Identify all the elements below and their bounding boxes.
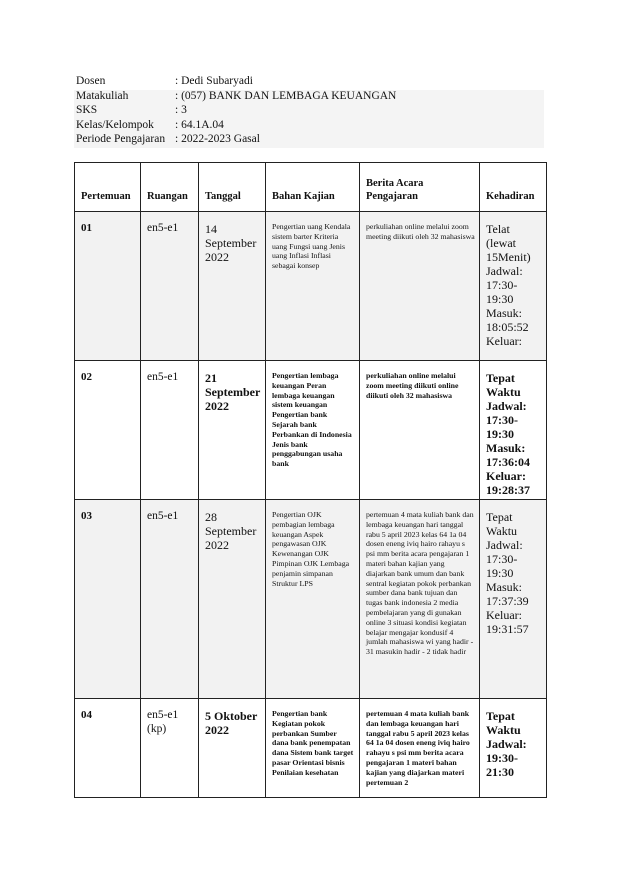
berita-text: pertemuan 4 mata kuliah bank dan lembaga keuangan hari tanggal rabu 5 april 2023 kelas 64 1a 04 dosen eneng iviq hairo rahayu s psi mm berita acara pengajaran 1 materi bahan kajian yang diajarkan materi pertemuan 2 [366, 709, 470, 787]
cell-pertemuan: 04 [75, 699, 141, 798]
tanggal-text: 5 Oktober 2022 [205, 709, 258, 737]
dosen-label: Dosen [76, 75, 106, 87]
cell-kehadiran [480, 699, 547, 798]
cell-ruangan [141, 361, 199, 500]
matakuliah-row [76, 89, 396, 104]
bahan-text: Pengertian OJK pembagian lembaga keuangan Aspek pengawasan OJK Kewenangan OJK Pimpinan OJK Lembaga penjamin simpanan Struktur LPS [272, 510, 350, 588]
cell-pertemuan: 02 [75, 361, 141, 500]
course-info [76, 74, 396, 147]
tanggal-text: 21 September 2022 [205, 371, 261, 413]
ruangan-text: en5-e1 [147, 371, 179, 383]
periode-row [76, 132, 396, 147]
ruangan-text: en5-e1 [147, 510, 179, 522]
cell-kehadiran [480, 361, 547, 500]
table-row [75, 500, 547, 699]
dosen-value: : Dedi Subaryadi [175, 75, 253, 87]
bahan-text: Pengertian uang Kendala sistem barter Kriteria uang Fungsi uang Jenis uang Inflasi Inflasi sebagai konsep [272, 222, 351, 271]
cell-bahan [266, 500, 360, 699]
cell-tanggal [199, 212, 266, 361]
tanggal-text: 28 September 2022 [205, 510, 257, 552]
col-header-pertemuan: Pertemuan [75, 163, 141, 212]
cell-ruangan [141, 699, 199, 798]
cell-berita [360, 361, 480, 500]
cell-bahan [266, 699, 360, 798]
col-header-berita: Berita Acara Pengajaran [360, 163, 480, 212]
cell-tanggal [199, 500, 266, 699]
sks-label: SKS [76, 104, 98, 117]
tanggal-text: 14 September 2022 [205, 222, 257, 264]
table-row [75, 699, 547, 798]
matakuliah-value: : (057) BANK DAN LEMBAGA KEUANGAN [175, 89, 397, 102]
kelas-label: Kelas/Kelompok [76, 118, 154, 131]
bahan-text: Pengertian bank Kegiatan pokok perbankan Sumber dana bank penempatan dana Sistem bank target pasar Orientasi bisnis Penilaian kesehatan [272, 709, 354, 777]
kelas-value: : 64.1A.04 [175, 118, 224, 131]
berita-text: pertemuan 4 mata kuliah bank dan lembaga keuangan hari tanggal rabu 5 april 2023 kelas 64 1a 04 dosen eneng iviq hairo rahayu s psi mm berita acara pengajaran 1 materi bahan kajian yang diajarkan bank umum dan bank sentral kegiatan pokok perbankan sumber dana bank tujuan dan tugas bank indonesia 2 media pembelajaran yang di gunakan online 3 situasi kondisi kegiatan belajar mengajar kondusif 4 jumlah mahasiswa wi yang hadir - 31 masukin hadir - 2 tidak hadir [366, 510, 474, 657]
cell-berita [360, 212, 480, 361]
periode-value: : 2022-2023 Gasal [175, 133, 260, 146]
dosen-row [76, 74, 396, 89]
sks-row [76, 103, 396, 118]
bahan-text: Pengertian lembaga keuangan Peran lembaga keuangan sistem keuangan Pengertian bank Sejarah bank Perbankan di Indonesia Jenis bank penggabungan usaha bank [272, 371, 352, 469]
kelas-row [76, 118, 396, 133]
berita-text: perkuliahan online melalui zoom meeting diikuti oleh 32 mahasiswa [366, 222, 475, 241]
cell-bahan [266, 212, 360, 361]
col-header-bahan: Bahan Kajian [266, 163, 360, 212]
table-row [75, 361, 547, 500]
kehadiran-text: Tepat Waktu Jadwal: 19:30-21:30 [486, 709, 527, 779]
cell-ruangan [141, 212, 199, 361]
cell-berita [360, 699, 480, 798]
berita-text: perkuliahan online melalui zoom meeting diikuti online diikuti oleh 32 mahasiswa [366, 371, 459, 400]
cell-tanggal [199, 699, 266, 798]
col-header-tanggal: Tanggal [199, 163, 266, 212]
table-row [75, 212, 547, 361]
ruangan-text: en5-e1 [147, 222, 179, 234]
ruangan-text: en5-e1 (kp) [147, 709, 179, 735]
kehadiran-text: Telat (lewat 15Menit) Jadwal: 17:30-19:30 Masuk: 18:05:52 Keluar: [486, 222, 531, 348]
cell-bahan [266, 361, 360, 500]
kehadiran-text: Tepat Waktu Jadwal: 17:30-19:30 Masuk: 17:36:04 Keluar: 19:28:37 [486, 371, 530, 497]
cell-ruangan [141, 500, 199, 699]
table-header [75, 163, 547, 212]
cell-kehadiran [480, 212, 547, 361]
matakuliah-label: Matakuliah [76, 89, 129, 102]
col-header-ruangan: Ruangan [141, 163, 199, 212]
cell-tanggal [199, 361, 266, 500]
attendance-table [74, 162, 547, 798]
periode-label: Periode Pengajaran [76, 133, 166, 146]
sks-value: : 3 [175, 104, 187, 117]
kehadiran-text: Tepat Waktu Jadwal: 17:30-19:30 Masuk: 17:37:39 Keluar: 19:31:57 [486, 510, 529, 636]
cell-kehadiran [480, 500, 547, 699]
col-header-kehadiran: Kehadiran [480, 163, 547, 212]
cell-pertemuan: 03 [75, 500, 141, 699]
cell-berita [360, 500, 480, 699]
cell-pertemuan: 01 [75, 212, 141, 361]
